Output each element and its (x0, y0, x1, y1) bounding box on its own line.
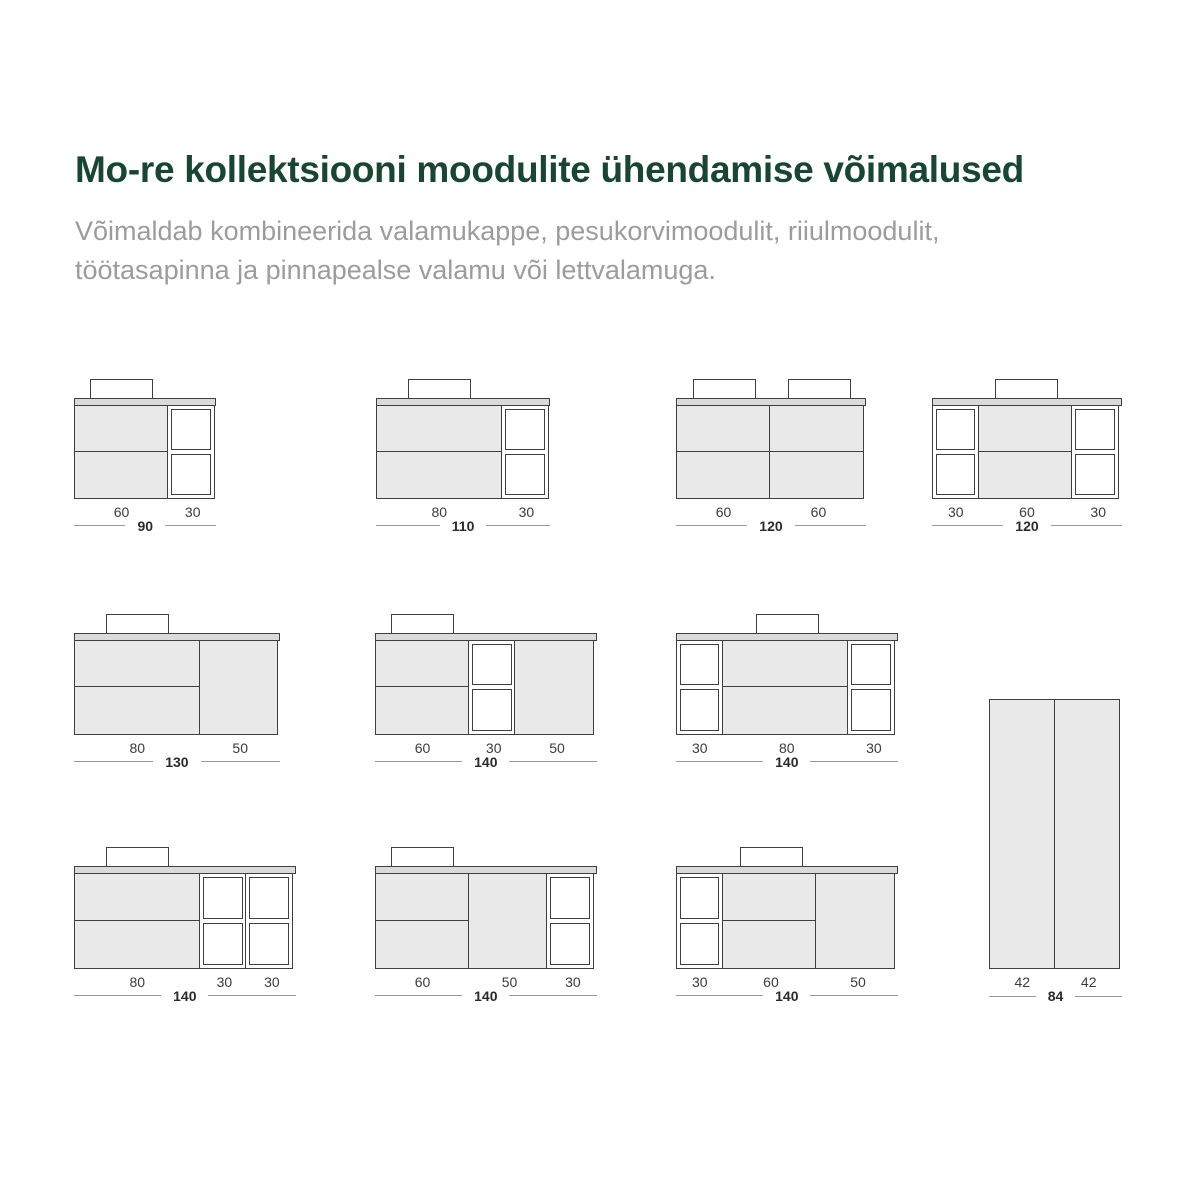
subtitle-line-1: Võimaldab kombineerida valamukappe, pesukorvimoodulit, riiulmoodulit, (75, 216, 940, 246)
segment-width-label: 30 (485, 739, 502, 756)
open-shelf-top (851, 644, 890, 686)
segment-width-label: 30 (518, 503, 535, 520)
total-width-label: 140 (173, 987, 197, 1004)
total-dimension (676, 518, 866, 534)
open-shelf-bottom (680, 689, 719, 731)
module-drawers-80 (376, 405, 503, 499)
countertop (74, 398, 216, 406)
module-drawers-60 (676, 405, 771, 499)
segment-width-label: 60 (414, 739, 431, 756)
module-shelf-30 (245, 873, 292, 969)
dimension-line-right (1075, 996, 1122, 997)
dimension-line-left (74, 525, 125, 526)
drawer-divider (376, 641, 469, 688)
dimension-line-left (376, 525, 440, 526)
module-diagram-120 (932, 398, 1122, 534)
open-shelf-bottom (936, 454, 975, 495)
drawer-divider (677, 406, 770, 452)
dimension-line-right (208, 995, 295, 996)
module-diagram-120 (676, 398, 866, 534)
total-width-label: 120 (1015, 517, 1039, 534)
segment-width-label: 50 (850, 973, 866, 990)
segment-width-label: 80 (129, 973, 146, 990)
module-diagram-84 (989, 699, 1122, 1004)
segment-width-label: 60 (810, 503, 827, 520)
subtitle-line-2: töötasapinna ja pinnapealse valamu või lettvalamuga. (75, 255, 716, 285)
countertop-sink (106, 847, 169, 867)
module-drawers-60 (722, 873, 817, 969)
countertop (375, 866, 597, 874)
cabinet-body (932, 405, 1122, 499)
open-shelf-bottom (1075, 454, 1114, 495)
segment-width-label: 42 (1014, 974, 1031, 990)
module-door-50 (514, 640, 593, 735)
open-shelf-top (1075, 409, 1114, 450)
cabinet-body (375, 640, 597, 735)
module-diagram-140 (375, 866, 597, 1004)
segment-width-label: 42 (1080, 974, 1097, 990)
dimension-line-left (932, 525, 1003, 526)
module-shelf-30 (546, 873, 593, 969)
open-shelf-top (171, 409, 210, 450)
module-drawers-60 (375, 640, 470, 735)
dimension-line-left (989, 996, 1036, 997)
open-shelf-bottom (249, 923, 288, 965)
cabinet-body (676, 405, 866, 499)
total-dimension (74, 988, 296, 1004)
segment-width-label: 80 (129, 739, 146, 756)
module-drawers-80 (74, 640, 201, 735)
total-dimension (375, 754, 597, 770)
segment-width-label: 60 (1019, 503, 1035, 520)
drawer-divider (75, 641, 200, 688)
drawer-divider (770, 406, 863, 452)
module-drawers-60 (74, 405, 169, 499)
dimension-line-right (810, 995, 897, 996)
countertop-sink (391, 847, 454, 867)
total-width-label: 110 (451, 517, 475, 534)
open-shelf-bottom (171, 454, 210, 495)
segment-width-label: 30 (184, 503, 201, 520)
countertop-sink (788, 379, 851, 399)
segment-width-label: 50 (232, 739, 248, 756)
dimension-line-left (676, 995, 763, 996)
total-width-label: 84 (1047, 988, 1064, 1004)
module-drawers-60 (375, 873, 470, 969)
segment-width-label: 30 (1090, 503, 1106, 520)
cabinet-body (375, 873, 597, 969)
module-drawers-80 (74, 873, 201, 969)
countertop-sink (740, 847, 803, 867)
module-tall-door-42 (1054, 699, 1120, 969)
module-shelf-30 (676, 873, 723, 969)
countertop (74, 633, 280, 641)
dimension-line-left (676, 525, 747, 526)
module-shelf-30 (676, 640, 723, 735)
total-width-label: 90 (137, 517, 154, 534)
cabinet-body (989, 699, 1122, 969)
dimension-line-right (165, 525, 216, 526)
module-shelf-30 (847, 640, 894, 735)
cabinet-body (676, 640, 898, 735)
dimension-line-right (486, 525, 550, 526)
dimension-line-left (375, 995, 462, 996)
countertop-sink (995, 379, 1058, 399)
open-shelf-top (680, 877, 719, 919)
open-shelf-bottom (851, 689, 890, 731)
dimension-line-left (375, 761, 462, 762)
total-width-label: 140 (474, 987, 498, 1004)
segment-width-label: 30 (866, 739, 882, 756)
segment-width-label: 80 (431, 503, 448, 520)
module-shelf-30 (932, 405, 979, 499)
drawer-divider (75, 874, 200, 921)
open-shelf-top (249, 877, 288, 919)
module-tall-door-42 (989, 699, 1055, 969)
total-width-label: 140 (474, 753, 498, 770)
countertop-sink (408, 379, 471, 399)
total-width-label: 140 (775, 753, 799, 770)
countertop-sink (391, 614, 454, 634)
module-diagram-130 (74, 633, 280, 770)
module-shelf-30 (1071, 405, 1118, 499)
module-shelf-30 (167, 405, 214, 499)
open-shelf-top (550, 877, 589, 919)
drawer-divider (377, 406, 502, 452)
drawer-divider (723, 641, 848, 688)
total-dimension (676, 988, 898, 1004)
total-width-label: 130 (165, 753, 189, 770)
countertop (676, 633, 898, 641)
segment-width-label: 30 (264, 973, 280, 990)
total-width-label: 120 (759, 517, 783, 534)
open-shelf-bottom (472, 689, 511, 731)
segment-width-label: 50 (549, 739, 565, 756)
drawer-divider (75, 406, 168, 452)
module-drawers-60 (978, 405, 1073, 499)
module-diagram-140 (676, 866, 898, 1004)
total-dimension (989, 988, 1122, 1004)
countertop (932, 398, 1122, 406)
cabinet-body (74, 873, 296, 969)
segment-width-label: 30 (691, 973, 708, 990)
open-shelf-bottom (680, 923, 719, 965)
open-shelf-bottom (505, 454, 544, 495)
module-shelf-30 (199, 873, 246, 969)
countertop-sink (90, 379, 153, 399)
total-dimension (375, 988, 597, 1004)
cabinet-body (376, 405, 550, 499)
total-dimension (74, 754, 280, 770)
open-shelf-top (203, 877, 242, 919)
segment-width-label: 60 (763, 973, 779, 990)
dimension-line-right (795, 525, 866, 526)
segment-width-label: 60 (414, 973, 431, 990)
total-dimension (932, 518, 1122, 534)
dimension-line-left (74, 761, 153, 762)
open-shelf-bottom (550, 923, 589, 965)
countertop (74, 866, 296, 874)
page-subtitle (75, 212, 1125, 290)
module-shelf-30 (468, 640, 515, 735)
open-shelf-top (936, 409, 975, 450)
dimension-line-right (1051, 525, 1122, 526)
total-dimension (376, 518, 550, 534)
countertop (676, 866, 898, 874)
page-title: Mo-re kollektsiooni moodulite ühendamise võimalused (75, 148, 1024, 190)
countertop (676, 398, 866, 406)
countertop (376, 398, 550, 406)
dimension-line-right (201, 761, 280, 762)
dimension-line-right (509, 761, 596, 762)
module-drawers-80 (722, 640, 849, 735)
drawer-divider (723, 874, 816, 921)
module-drawers-60 (769, 405, 864, 499)
open-shelf-bottom (203, 923, 242, 965)
module-diagram-110 (376, 398, 550, 534)
module-diagram-90 (74, 398, 216, 534)
total-dimension (676, 754, 898, 770)
module-diagram-140 (676, 633, 898, 770)
dimension-line-right (810, 761, 897, 762)
open-shelf-top (680, 644, 719, 686)
cabinet-body (676, 873, 898, 969)
module-door-50 (468, 873, 547, 969)
open-shelf-top (505, 409, 544, 450)
segment-width-label: 60 (715, 503, 732, 520)
total-dimension (74, 518, 216, 534)
module-diagram-140 (74, 866, 296, 1004)
drawer-divider (979, 406, 1072, 452)
dimension-line-left (74, 995, 161, 996)
cabinet-body (74, 405, 216, 499)
module-diagram-140 (375, 633, 597, 770)
open-shelf-top (472, 644, 511, 686)
segment-width-label: 50 (501, 973, 518, 990)
total-width-label: 140 (775, 987, 799, 1004)
module-door-50 (815, 873, 894, 969)
segment-width-label: 30 (947, 503, 964, 520)
countertop-sink (106, 614, 169, 634)
countertop-sink (756, 614, 819, 634)
cabinet-body (74, 640, 280, 735)
module-shelf-30 (501, 405, 548, 499)
drawer-divider (376, 874, 469, 921)
countertop (375, 633, 597, 641)
module-door-50 (199, 640, 278, 735)
segment-width-label: 60 (113, 503, 130, 520)
dimension-line-right (509, 995, 596, 996)
countertop-sink (693, 379, 756, 399)
segment-width-label: 80 (779, 739, 795, 756)
dimension-line-left (676, 761, 763, 762)
segment-width-label: 30 (216, 973, 233, 990)
segment-width-label: 30 (565, 973, 581, 990)
segment-width-label: 30 (691, 739, 708, 756)
